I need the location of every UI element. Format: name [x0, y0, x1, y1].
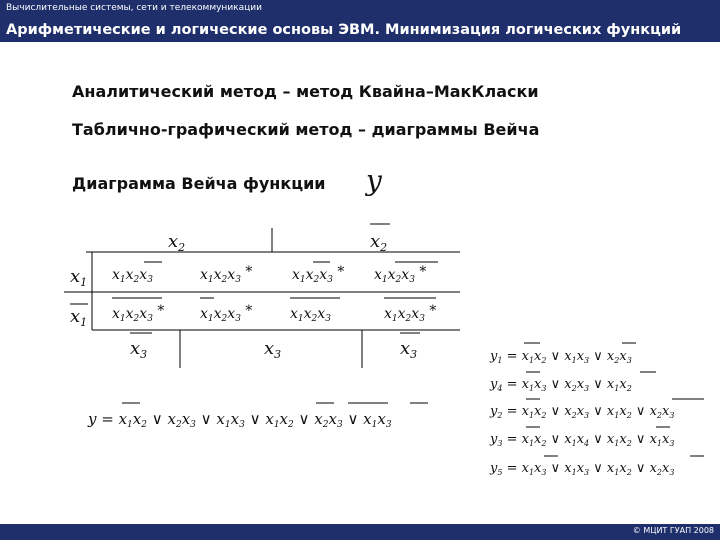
copyright: © МЦИТ ГУАП 2008: [632, 526, 714, 535]
veitch-function-label: Диаграмма Вейча функции: [72, 174, 326, 193]
veitch-method-line: Таблично-графический метод – диаграммы Вейча: [72, 120, 540, 139]
header-not-x3-right: $x_3$: [400, 338, 418, 361]
function-variable-y: y: [366, 164, 382, 197]
svg-text:y3 = x1x2 ∨ x1x4 ∨ x1x2 ∨ x1x3: $y_3 = x_1x_2$ ∨ $x_1x_4$ ∨ $x_1x_2$ ∨ $x_1x_3$: [490, 432, 675, 448]
veitch-cells: [112, 262, 438, 324]
cell-r2-c2: $x_1x_2x_3$ *: [200, 303, 253, 324]
header-x3-middle: $x_3$: [264, 338, 282, 361]
svg-text:y = x1x2 ∨ x2x3 ∨ x1x3 ∨ x1x2: $y = x_1x_2$ ∨ $x_2x_3$ ∨ $x_1x_3$ ∨ $x_1x_2$ ∨ $x_2x_3$ ∨ $x_1x_3$: [88, 410, 392, 430]
cell-r2-c1: $x_1x_2x_3$ *: [112, 303, 165, 324]
slide-title: Арифметические и логические основы ЭВМ. Минимизация логических функций: [6, 22, 682, 38]
quine-mccluskey-line: Аналитический метод – метод Квайна–МакКласки: [72, 82, 539, 101]
course-name: Вычислительные системы, сети и телекоммуникации: [6, 3, 262, 13]
svg-text:y5 = x1x3 ∨ x1x3 ∨ x1x2 ∨ x2x3: $y_5 = x_1x_3$ ∨ $x_1x_3$ ∨ $x_1x_2$ ∨ $x_2x_3$: [490, 461, 675, 477]
svg-text:y4 = x1x3 ∨ x2x3 ∨ x1x2: $y_4 = x_1x_3$ ∨ $x_2x_3$ ∨ $x_1x_2$: [490, 377, 632, 393]
alternative-formulas: [489, 343, 704, 477]
cell-r2-c3: $x_1x_2x_3$: [290, 306, 331, 324]
svg-text:y1 = x1x2 ∨ x1x3 ∨ x2x3: $y_1 = x_1x_2$ ∨ $x_1x_3$ ∨ $x_2x_3$: [490, 349, 632, 365]
cell-r1-c1: $x_1x_2x_3$: [112, 267, 153, 285]
header-not-x3-left: $x_3$: [130, 338, 148, 361]
footer-bar: [0, 524, 720, 540]
cell-r2-c4: $x_1x_2x_3$ *: [384, 303, 437, 324]
header-x1: $x_1$: [70, 266, 88, 289]
cell-r1-c2: $x_1x_2x_3$ *: [200, 264, 253, 285]
header-x2: $x_2$: [168, 231, 186, 254]
minimized-formula: [87, 403, 428, 430]
header-not-x1: $x_1$: [70, 306, 88, 329]
header-not-x2: $x_2$: [370, 231, 388, 254]
cell-r1-c4: $x_1x_2x_3$ *: [374, 264, 427, 285]
svg-text:y2 = x1x2 ∨ x2x3 ∨ x1x2 ∨ x2x3: $y_2 = x_1x_2$ ∨ $x_2x_3$ ∨ $x_1x_2$ ∨ $x_2x_3$: [490, 404, 675, 420]
cell-r1-c3: $x_1x_2x_3$ *: [292, 264, 345, 285]
